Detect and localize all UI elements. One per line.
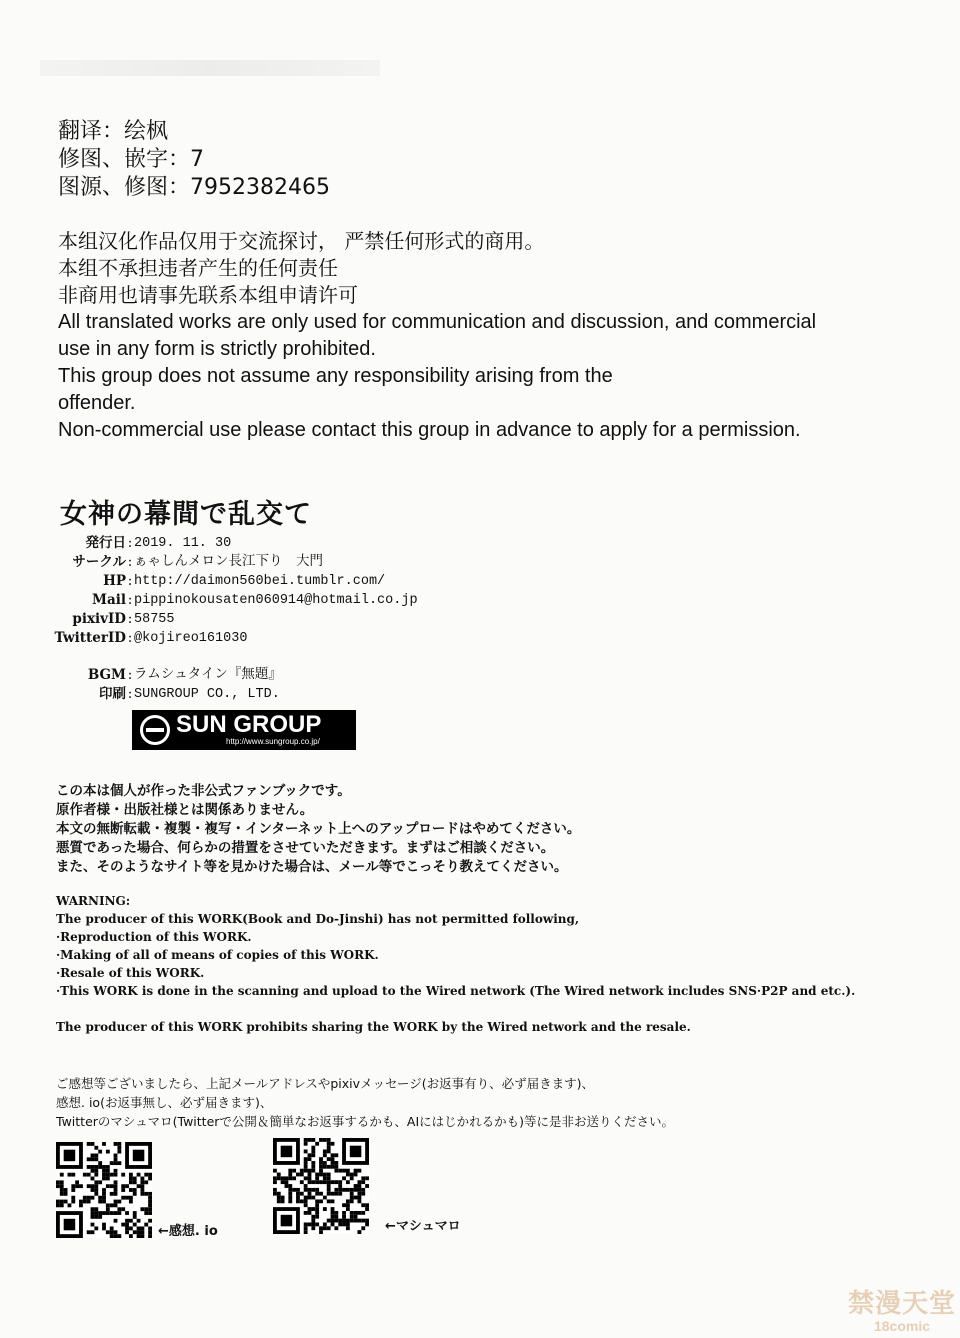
colophon-row — [40, 591, 418, 610]
warning-line — [56, 1000, 855, 1018]
colophon-separator: : — [127, 630, 133, 646]
colophon — [40, 534, 418, 704]
colophon-separator: : — [127, 554, 133, 570]
credit-translation: 翻译：绘枫 — [58, 119, 169, 144]
warning-line: ·Reproduction of this WORK. — [56, 930, 252, 944]
japanese-notice-line: この本は個人が作った非公式ファンブックです。 — [56, 783, 351, 799]
colophon-key: 発行日 — [85, 535, 126, 551]
japanese-notice — [56, 782, 580, 877]
qr-code-kansou[interactable] — [56, 1142, 152, 1238]
colophon-value: @kojireo161030 — [134, 631, 248, 646]
colophon-row — [40, 610, 418, 629]
colophon-value: http://daimon560bei.tumblr.com/ — [134, 574, 386, 589]
colophon-value: 58755 — [134, 612, 175, 627]
colophon-value: SUNGROUP CO., LTD. — [134, 687, 280, 702]
logo-url: http://www.sungroup.co.jp/ — [226, 737, 320, 746]
warning-block — [56, 892, 855, 1036]
colophon-key: pixivID — [72, 611, 126, 627]
logo-name: SUN GROUP — [176, 711, 322, 738]
colophon-value: 2019. 11. 30 — [134, 536, 232, 551]
feedback-notice — [56, 1074, 674, 1131]
notice-en-3: This group does not assume any responsibility arising from the — [58, 365, 613, 387]
colophon-separator: : — [127, 611, 133, 627]
warning-line: The producer of this WORK(Book and Do-Jinshi) has not permitted following, — [56, 912, 580, 926]
qr-code-marshmallow[interactable] — [273, 1138, 369, 1234]
colophon-separator: : — [127, 573, 133, 589]
credit-retouch: 修图、嵌字：7 — [58, 147, 204, 172]
colophon-value: ぁゃしんメロン長江下り 大門 — [134, 555, 323, 570]
warning-line: WARNING: — [56, 894, 131, 908]
notice-en-1: All translated works are only used for communication and discussion, and commercial — [58, 311, 817, 333]
colophon-key: TwitterID — [54, 630, 126, 646]
warning-line: ·This WORK is done in the scanning and upload to the Wired network (The Wired network includes SNS·P2P and etc.). — [56, 984, 856, 998]
colophon-value: pippinokousaten060914@hotmail.co.jp — [134, 593, 418, 608]
colophon-key: サークル — [72, 554, 126, 570]
colophon-row — [40, 553, 418, 572]
warning-line: ·Making of all of means of copies of this WORK. — [56, 948, 379, 962]
warning-line: ·Resale of this WORK. — [56, 966, 205, 980]
colophon-separator: : — [127, 686, 133, 702]
colophon-separator: : — [127, 535, 133, 551]
japanese-notice-line: また、そのようなサイト等を見かけた場合は、メール等でこっそり教えてください。 — [56, 859, 568, 875]
watermark-line-1: 禁漫天堂 — [848, 1289, 957, 1319]
qr-label-kansou: ←感想. io — [158, 1224, 218, 1239]
watermark-line-2: 18comic — [873, 1318, 931, 1334]
feedback-line: ご感想等ございましたら、上記メールアドレスやpixivメッセージ(お返事有り、必ず届きます)、 — [56, 1076, 595, 1091]
qr-label-marshmallow: ←マシュマロ — [385, 1219, 461, 1234]
sungroup-mark-icon — [140, 715, 170, 745]
colophon-key: HP — [103, 573, 126, 589]
japanese-notice-line: 原作者様・出版社様とは関係ありません。 — [56, 802, 314, 818]
notice-en-4: offender. — [58, 392, 136, 414]
notice-cn-2: 本组不承担违者产生的任何责任 — [58, 256, 338, 280]
colophon-row — [40, 629, 418, 648]
colophon-row — [40, 666, 418, 685]
watermark — [848, 1290, 956, 1334]
japanese-notice-line: 悪質であった場合、何らかの措置をさせていただきます。まずはご相談ください。 — [56, 840, 555, 856]
colophon-key: Mail — [92, 592, 126, 608]
notice-en-5: Non-commercial use please contact this group in advance to apply for a permission. — [58, 419, 801, 441]
colophon-separator: : — [127, 667, 133, 683]
colophon-row — [40, 534, 418, 553]
japanese-notice-line: 本文の無断転載・複製・複写・インターネット上へのアップロードはやめてください。 — [56, 821, 581, 837]
colophon-value: ラムシュタイン『無題』 — [134, 668, 282, 683]
sungroup-logo — [132, 710, 356, 750]
book-title: 女神の幕間で乱交て — [60, 499, 312, 530]
notice-cn-3: 非商用也请事先联系本组申请许可 — [58, 283, 358, 307]
colophon-row — [40, 685, 418, 704]
colophon-key: BGM — [87, 667, 126, 683]
warning-line: The producer of this WORK prohibits sharing the WORK by the Wired network and the resale. — [56, 1020, 691, 1034]
feedback-line: Twitterのマシュマロ(Twitterで公開＆簡単なお返事するかも、AIにはじかれるかも)等に是非お送りください。 — [56, 1114, 675, 1129]
scan-artifact — [40, 60, 380, 76]
feedback-line: 感想. io(お返事無し、必ず届きます)、 — [56, 1095, 273, 1110]
usage-notice — [58, 228, 816, 444]
notice-en-2: use in any form is strictly prohibited. — [58, 338, 376, 360]
colophon-key: 印刷 — [99, 686, 126, 702]
translation-credits — [58, 118, 330, 202]
colophon-row — [40, 572, 418, 591]
credit-source: 图源、修图：7952382465 — [58, 175, 330, 200]
notice-cn-1: 本组汉化作品仅用于交流探讨， 严禁任何形式的商用。 — [58, 229, 545, 253]
colophon-separator: : — [127, 592, 133, 608]
